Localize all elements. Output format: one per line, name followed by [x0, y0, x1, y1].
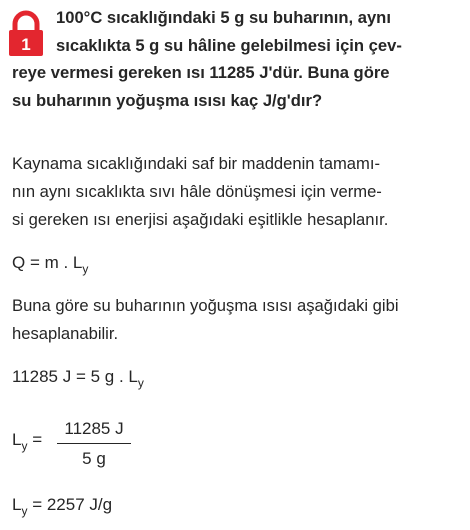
paragraph-line: Kaynama sıcaklığındaki saf bir maddenin tamamı-: [12, 154, 380, 173]
fraction-lhs: [12, 430, 43, 453]
lhs-symbol: L: [12, 430, 22, 449]
result-equation: [12, 494, 112, 517]
equals-sign: =: [27, 430, 43, 449]
question-line: sıcaklıkta 5 g su hâline gelebilmesi için çev-: [56, 35, 402, 55]
heat-formula: [12, 252, 88, 275]
solution-paragraph-1: [12, 150, 388, 234]
result-lhs: L: [12, 495, 22, 514]
solution-paragraph-2: [12, 292, 399, 348]
formula-subscript: y: [82, 262, 89, 276]
result-subscript: y: [21, 504, 28, 518]
paragraph-line: nın aynı sıcaklıkta sıvı hâle dönüşmesi için verme-: [12, 182, 382, 201]
fraction-numerator: 11285 J: [64, 419, 124, 438]
substituted-equation: [12, 366, 144, 389]
paragraph-line: Buna göre su buharının yoğuşma ısısı aşağıdaki gibi: [12, 296, 399, 315]
fraction-bar: [57, 443, 131, 444]
question-line: 100°C sıcaklığındaki 5 g su buharının, aynı: [56, 8, 391, 27]
lhs-subscript: y: [21, 439, 28, 453]
paragraph-line: hesaplanabilir.: [12, 324, 119, 343]
fraction-denominator: 5 g: [82, 449, 106, 469]
svg-text:1: 1: [21, 35, 31, 54]
question-text: [12, 4, 464, 114]
equation-subscript: y: [137, 376, 144, 390]
question-line: su buharının yoğuşma ısısı kaç J/g'dır?: [12, 90, 323, 110]
formula-main: Q = m . L: [12, 253, 83, 272]
fraction: [57, 418, 131, 470]
paragraph-line: si gereken ısı enerjisi aşağıdaki eşitlikle hesaplanır.: [12, 210, 389, 229]
result-rhs: = 2257 J/g: [27, 495, 113, 514]
question-line: reye vermesi gereken ısı 11285 J'dür. Buna göre: [12, 63, 390, 82]
equation-main: 11285 J = 5 g . L: [12, 367, 138, 386]
